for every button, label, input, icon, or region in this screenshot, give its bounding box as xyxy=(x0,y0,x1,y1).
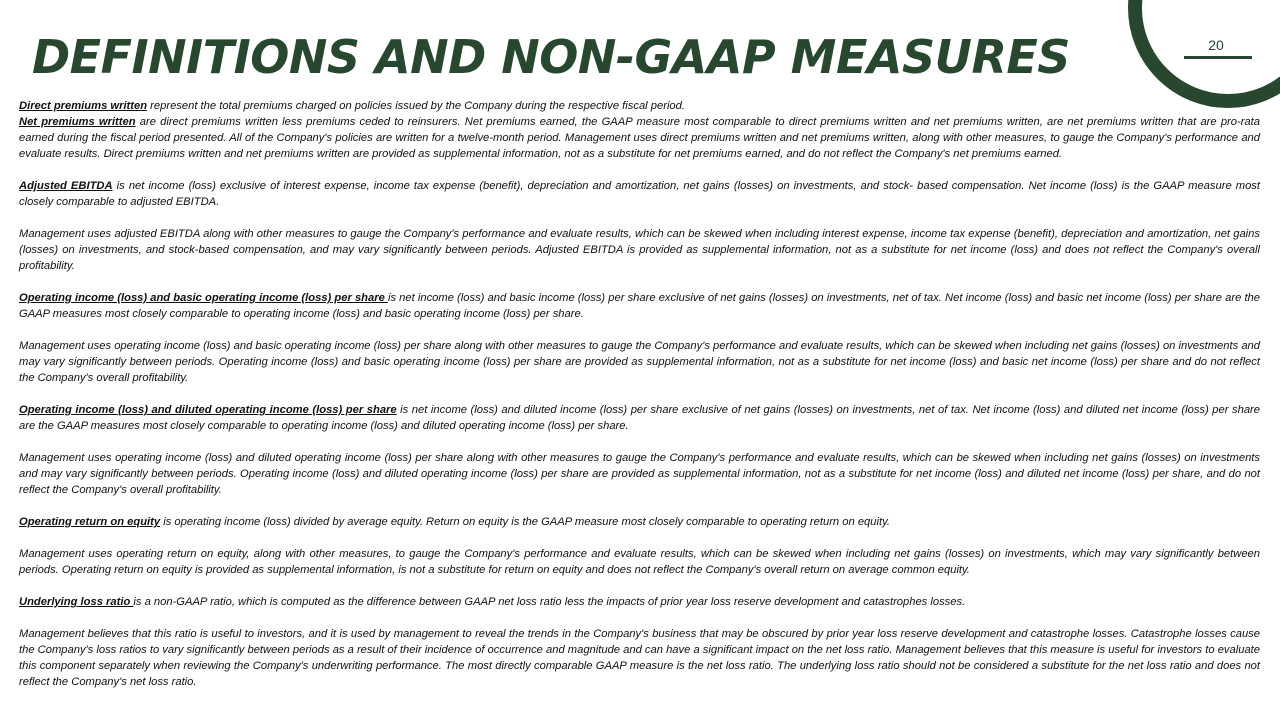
definition-text: is a non-GAAP ratio, which is computed as the difference between GAAP net loss ratio less the impacts of prior year loss reserve development and catastrophes losses. xyxy=(133,596,966,608)
definition-term: Net premiums written xyxy=(19,116,136,128)
definition-text: represent the total premiums charged on policies issued by the Company during the respective fiscal period. xyxy=(147,100,685,112)
definition-underlying-loss-ratio xyxy=(19,594,1260,610)
paragraph-operating-return-on-equity-usage: Management uses operating return on equity, along with other measures, to gauge the Company's performance and evaluate results, which can be skewed when including net gains (losses) on investments, which may vary significantly between periods. Operating return on equity is provided as supplemental information, is not a substitute for return on equity and does not reflect the Company's overall return on average common equity. xyxy=(19,548,1260,576)
definition-term: Direct premiums written xyxy=(19,100,148,112)
definitions-body xyxy=(19,98,1260,690)
page-title: DEFINITIONS AND NON-GAAP MEASURES xyxy=(32,30,1070,84)
definition-term: Operating return on equity xyxy=(19,516,161,528)
definition-text: is net income (loss) and diluted income (loss) per share exclusive of net gains (losses) on investments, net of tax. Net income (loss) and diluted net income (loss) per share are the GAAP measures most closely comparable to operating income (loss) and diluted operating income (loss) per share. xyxy=(19,404,1261,432)
definition-text: are direct premiums written less premiums ceded to reinsurers. Net premiums earned, the GAAP measure most comparable to direct premiums written and net premiums written, are net premiums written that are pro-rata earned during the fiscal period presented. All of the Company's policies are written for a twelve-month period. Management uses direct premiums written and net premiums written, along with other measures, to gauge the Company's performance and evaluate results. Direct premiums written and net premiums written are provided as supplemental information, not as a substitute for net premiums earned, and do not reflect the Company's net premiums earned. xyxy=(19,116,1260,160)
page-number: 20 xyxy=(1208,37,1224,53)
paragraph-operating-income-basic-usage: Management uses operating income (loss) and basic operating income (loss) per share along with other measures to gauge the Company's performance and evaluate results, which can be skewed when including net gains (losses) on investments and may vary significantly between periods. Operating income (loss) and basic operating income (loss) per share are provided as supplemental information, not as a substitute for net income (loss) and basic net income (loss) per share and do not reflect the Company's overall profitability. xyxy=(19,340,1260,384)
definition-term: Underlying loss ratio xyxy=(19,596,134,608)
definition-text: is net income (loss) exclusive of interest expense, income tax expense (benefit), depreciation and amortization, net gains (losses) on investments, and stock- based compensation. Net income (loss) is the GAAP measure most closely comparable to adjusted EBITDA. xyxy=(19,180,1260,208)
definition-text: is operating income (loss) divided by average equity. Return on equity is the GAAP measure most closely comparable to operating return on equity. xyxy=(160,516,890,528)
definition-text: is net income (loss) and basic income (loss) per share exclusive of net gains (losses) on investments, net of tax. Net income (loss) and basic net income (loss) per share are the GAAP measures most closely comparable to operating income (loss) and basic operating income (loss) per share. xyxy=(19,292,1260,320)
page-number-underline xyxy=(1184,56,1252,59)
paragraph-underlying-loss-ratio-usage: Management believes that this ratio is useful to investors, and it is used by management to reveal the trends in the Company's business that may be obscured by prior year loss reserve development and catastrophe losses. Catastrophe losses cause the Company's loss ratios to vary significantly between periods as a result of their incidence of occurrence and magnitude and can have a significant impact on the net loss ratio. Management believes that this measure is useful for investors to evaluate this component separately when reviewing the Company's underwriting performance. The most directly comparable GAAP measure is the net loss ratio. The underlying loss ratio should not be considered a substitute for the net loss ratio and does not reflect the Company's net loss ratio. xyxy=(19,628,1260,688)
definition-term: Adjusted EBITDA xyxy=(19,180,113,192)
paragraph-operating-income-diluted-usage: Management uses operating income (loss) and diluted operating income (loss) per share along with other measures to gauge the Company's performance and evaluate results, which can be skewed when including net gains (losses) on investments and may vary significantly between periods. Operating income (loss) and diluted operating income (loss) per share are provided as supplemental information, not as a substitute for net income (loss) and diluted net income (loss) per share, and do not reflect the Company's overall profitability. xyxy=(19,452,1260,496)
definition-direct-premiums-written xyxy=(19,98,1260,114)
definition-term: Operating income (loss) and basic operating income (loss) per share xyxy=(19,292,388,304)
definition-operating-income-basic xyxy=(19,290,1260,322)
definition-net-premiums-written xyxy=(19,114,1260,162)
definition-term: Operating income (loss) and diluted operating income (loss) per share xyxy=(19,404,397,416)
decorative-arc xyxy=(1128,0,1280,108)
paragraph-adjusted-ebitda-usage: Management uses adjusted EBITDA along with other measures to gauge the Company's performance and evaluate results, which can be skewed when including interest expense, income tax expense (benefit), depreciation and amortization, net gains (losses) on investments, and stock-based compensation, and may vary significantly between periods. Adjusted EBITDA is provided as supplemental information, not as a substitute for net income (loss) and does not reflect the Company's overall profitability. xyxy=(19,228,1260,272)
definition-adjusted-ebitda xyxy=(19,178,1260,210)
definition-operating-return-on-equity xyxy=(19,514,1260,530)
definition-operating-income-diluted xyxy=(19,402,1260,434)
